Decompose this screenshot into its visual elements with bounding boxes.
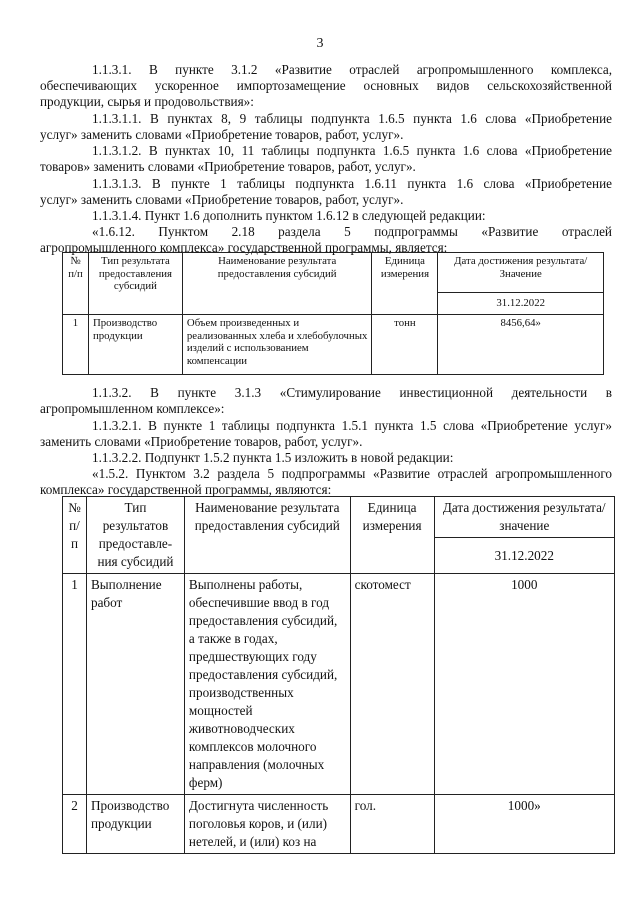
header-date-value: 31.12.2022 bbox=[434, 538, 614, 574]
cell-unit: тонн bbox=[372, 315, 438, 375]
cell-num: 1 bbox=[63, 315, 89, 375]
cell-type: Производство продукции bbox=[88, 315, 182, 375]
header-date: Дата достижения результата/значение bbox=[434, 497, 614, 538]
paragraph-1-1-3-1-2: 1.1.3.1.2. В пунктах 10, 11 таблицы подпункта 1.6.5 пункта 1.6 слова «Приобретение bbox=[92, 143, 612, 158]
paragraph-1-1-3-1-4: 1.1.3.1.4. Пункт 1.6 дополнить пунктом 1.6.12 в следующей редакции: bbox=[92, 208, 486, 223]
paragraph-1-5-2: «1.5.2. Пунктом 3.2 раздела 5 подпрограммы «Развитие отраслей агропромышленного bbox=[92, 466, 612, 481]
cell-type: Производство продукции bbox=[86, 795, 184, 854]
header-type: Тип результатов предоставле-ния субсидий bbox=[86, 497, 184, 574]
cell-value: 1000» bbox=[434, 795, 614, 854]
paragraph-1-6-12-end: агропромышленного комплекса» государственной программы, является: bbox=[40, 240, 448, 255]
paragraph-1-1-3-1: 1.1.3.1. В пункте 3.1.2 «Развитие отраслей агропромышленного комплекса, bbox=[92, 62, 612, 77]
paragraph-1-1-3-1-1: 1.1.3.1.1. В пунктах 8, 9 таблицы подпункта 1.6.5 пункта 1.6 слова «Приобретение bbox=[92, 111, 612, 126]
paragraph-1-1-3-1-2-end: товаров» заменить словами «Приобретение товаров, работ, услуг». bbox=[40, 159, 416, 174]
table-row bbox=[63, 574, 615, 795]
paragraph-1-1-3-1-3: 1.1.3.1.3. В пункте 1 таблицы подпункта 1.6.11 пункта 1.6 слова «Приобретение bbox=[92, 176, 612, 191]
table-row bbox=[63, 315, 604, 375]
header-date: Дата достижения результата/Значение bbox=[438, 253, 604, 293]
paragraph-1-5-2-end: комплекса» государственной программы, являются: bbox=[40, 482, 332, 497]
header-date-value: 31.12.2022 bbox=[438, 293, 604, 315]
paragraph-1-1-3-1-end: продукции, сырья и продовольствия»: bbox=[40, 94, 254, 109]
results-table-2 bbox=[62, 496, 615, 854]
cell-num: 1 bbox=[63, 574, 87, 795]
table-row bbox=[63, 795, 615, 854]
cell-name: Выполнены работы, обеспечившие ввод в год предоставления субсидий, а также в годах, предшествующих году предоставления субсидий, производственных мощностей животноводческих комплексов молочного направления (молочных ферм) bbox=[184, 574, 350, 795]
paragraph-1-1-3-2-1: 1.1.3.2.1. В пункте 1 таблицы подпункта 1.5.1 пункта 1.5 слова «Приобретение услуг» bbox=[92, 418, 612, 433]
header-unit: Единица измерения bbox=[372, 253, 438, 315]
paragraph-1-1-3-1-cont: обеспечивающих ускоренное импортозамещение основных видов сельскохозяйственной bbox=[40, 78, 612, 93]
paragraph-1-6-12: «1.6.12. Пунктом 2.18 раздела 5 подпрограммы «Развитие отраслей bbox=[92, 224, 612, 239]
cell-type: Выполнение работ bbox=[86, 574, 184, 795]
cell-value: 1000 bbox=[434, 574, 614, 795]
header-name: Наименование результата предоставления субсидий bbox=[184, 497, 350, 574]
page-number: 3 bbox=[316, 36, 324, 51]
paragraph-1-1-3-2-1-end: заменить словами «Приобретение товаров, работ, услуг». bbox=[40, 434, 363, 449]
cell-value: 8456,64» bbox=[438, 315, 604, 375]
results-table-1 bbox=[62, 252, 604, 375]
paragraph-1-1-3-1-1-end: услуг» заменить словами «Приобретение товаров, работ, услуг». bbox=[40, 127, 404, 142]
cell-num: 2 bbox=[63, 795, 87, 854]
paragraph-1-1-3-1-3-end: услуг» заменить словами «Приобретение товаров, работ, услуг». bbox=[40, 192, 404, 207]
header-name: Наименование результата предоставления субсидий bbox=[182, 253, 372, 315]
paragraph-1-1-3-2-2: 1.1.3.2.2. Подпункт 1.5.2 пункта 1.5 изложить в новой редакции: bbox=[92, 450, 454, 465]
paragraph-1-1-3-2: 1.1.3.2. В пункте 3.1.3 «Стимулирование инвестиционной деятельности в bbox=[92, 385, 612, 400]
cell-name: Объем произведенных и реализованных хлеба и хлебобулочных изделий с использованием компенсации bbox=[182, 315, 372, 375]
header-num: № п/п bbox=[63, 497, 87, 574]
cell-name: Достигнута численность поголовья коров, и (или) нетелей, и (или) коз на bbox=[184, 795, 350, 854]
header-num: № п/п bbox=[63, 253, 89, 315]
cell-unit: скотомест bbox=[350, 574, 434, 795]
header-type: Тип результата предоставления субсидий bbox=[88, 253, 182, 315]
cell-unit: гол. bbox=[350, 795, 434, 854]
paragraph-1-1-3-2-end: агропромышленном комплексе»: bbox=[40, 401, 225, 416]
header-unit: Единица измерения bbox=[350, 497, 434, 574]
